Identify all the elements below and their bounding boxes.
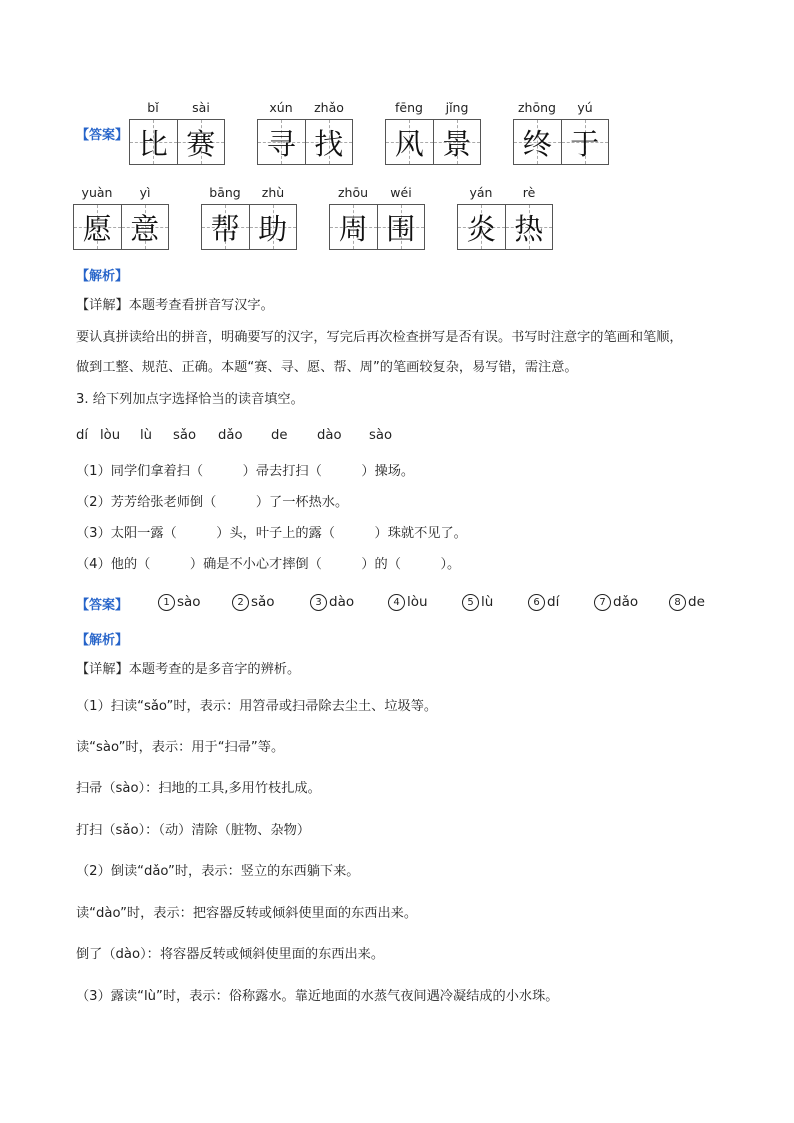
answer-label: 【答案】 xyxy=(76,128,129,143)
paragraph: 做到工整、规范、正确。本题“赛、寻、愿、帮、周”的笔画较复杂，易写错，需注意。 xyxy=(76,360,578,375)
char-1: 寻 xyxy=(266,126,296,161)
explanation-line: 读“sào”时，表示：用于“扫帚”等。 xyxy=(76,740,285,755)
char-2: 于 xyxy=(570,126,600,161)
detail-heading: 【详解】本题考查的是多音字的辨析。 xyxy=(76,662,301,677)
char-1: 周 xyxy=(338,211,368,246)
answer-value: dí xyxy=(547,594,560,610)
pinyin-option: dǎo xyxy=(218,428,243,443)
answer-value: dào xyxy=(329,594,355,610)
circle-number: 3 xyxy=(310,594,327,611)
pinyin-1: bāng xyxy=(209,185,241,200)
answer-item xyxy=(388,594,428,611)
circle-number: 2 xyxy=(232,594,249,611)
pinyin-option: lù xyxy=(140,428,153,443)
char-2: 赛 xyxy=(186,126,216,161)
fill-item: （4）他的（ ）确是不小心才摔倒（ ）的（ ）。 xyxy=(76,557,461,572)
pinyin-2: yú xyxy=(577,100,593,115)
tianzi-box xyxy=(329,204,425,250)
tianzi-box xyxy=(257,119,353,165)
pinyin-2: sài xyxy=(192,100,210,115)
explanation-line: 读“dào”时，表示：把容器反转或倾斜使里面的东西出来。 xyxy=(76,906,418,921)
char-1: 帮 xyxy=(210,211,240,246)
pinyin-2: wéi xyxy=(390,185,412,200)
tianzi-box xyxy=(385,119,481,165)
pinyin-option: de xyxy=(271,428,288,443)
tianzi-box xyxy=(73,204,169,250)
analysis-label: 【解析】 xyxy=(76,633,129,648)
answer-item xyxy=(232,594,275,611)
analysis-label: 【解析】 xyxy=(76,269,129,284)
char-1: 愿 xyxy=(82,211,112,246)
pinyin-option: sǎo xyxy=(173,428,197,443)
explanation-line: （3）露读“lù”时，表示：俗称露水。靠近地面的水蒸气夜间遇冷凝结成的小水珠。 xyxy=(76,989,559,1004)
circle-number: 7 xyxy=(594,594,611,611)
char-1: 风 xyxy=(394,126,424,161)
answer-item xyxy=(310,594,354,611)
tianzi-box xyxy=(513,119,609,165)
pinyin-option: dí xyxy=(76,428,89,443)
answer-value: de xyxy=(688,594,705,610)
char-2: 意 xyxy=(130,211,160,246)
answer-item xyxy=(594,594,638,611)
fill-item: （1）同学们拿着扫（ ）帚去打扫（ ）操场。 xyxy=(76,464,415,479)
char-2: 找 xyxy=(314,126,344,161)
tianzi-box xyxy=(129,119,225,165)
circle-number: 6 xyxy=(528,594,545,611)
pinyin-1: yuàn xyxy=(81,185,113,200)
pinyin-2: jǐng xyxy=(445,100,469,115)
char-2: 围 xyxy=(386,211,416,246)
pinyin-option: dào xyxy=(317,428,342,443)
char-2: 景 xyxy=(442,126,472,161)
paragraph: 要认真拼读给出的拼音，明确要写的汉字，写完后再次检查拼写是否有误。书写时注意字的笔画和笔顺， xyxy=(76,330,683,345)
pinyin-2: zhù xyxy=(261,185,285,200)
answer-item xyxy=(158,594,201,611)
pinyin-1: xún xyxy=(269,100,293,115)
answer-value: sào xyxy=(177,594,201,610)
answer-item xyxy=(669,594,705,611)
fill-item: （3）太阳一露（ ）头，叶子上的露（ ）珠就不见了。 xyxy=(76,526,467,541)
answer-value: lòu xyxy=(407,594,428,610)
pinyin-1: zhōu xyxy=(337,185,369,200)
pinyin-2: yì xyxy=(139,185,151,200)
pinyin-option: sào xyxy=(369,428,393,443)
explanation-line: （2）倒读“dǎo”时，表示：竖立的东西躺下来。 xyxy=(76,864,360,879)
circle-number: 8 xyxy=(669,594,686,611)
detail-heading: 【详解】本题考查看拼音写汉字。 xyxy=(76,298,274,313)
answer-value: dǎo xyxy=(613,594,639,610)
circle-number: 4 xyxy=(388,594,405,611)
tianzi-box xyxy=(457,204,553,250)
tianzi-box xyxy=(201,204,297,250)
char-2: 热 xyxy=(514,211,544,246)
question-title: 3. 给下列加点字选择恰当的读音填空。 xyxy=(76,392,304,407)
pinyin-1: bǐ xyxy=(147,100,159,115)
fill-item: （2）芳芳给张老师倒（ ）了一杯热水。 xyxy=(76,495,349,510)
pinyin-option: lòu xyxy=(100,428,121,443)
char-2: 助 xyxy=(258,211,288,246)
explanation-line: 扫帚（sào）：扫地的工具,多用竹枝扎成。 xyxy=(76,781,321,796)
answer-value: lù xyxy=(481,594,494,610)
explanation-line: （1）扫读“sǎo”时，表示：用笤帚或扫帚除去尘土、垃圾等。 xyxy=(76,699,438,714)
circle-number: 1 xyxy=(158,594,175,611)
pinyin-2: rè xyxy=(522,185,536,200)
explanation-line: 打扫（sǎo）：（动）清除（脏物、杂物） xyxy=(76,823,311,838)
pinyin-1: zhōng xyxy=(518,100,556,115)
circle-number: 5 xyxy=(462,594,479,611)
char-1: 比 xyxy=(138,126,168,161)
char-1: 炎 xyxy=(466,211,496,246)
answer-item xyxy=(462,594,493,611)
answer-value: sǎo xyxy=(251,594,275,610)
explanation-line: 倒了（dào）：将容器反转或倾斜使里面的东西出来。 xyxy=(76,947,385,962)
answer-item xyxy=(528,594,559,611)
pinyin-2: zhǎo xyxy=(314,100,344,115)
char-1: 终 xyxy=(522,126,552,161)
pinyin-1: fēng xyxy=(395,100,423,115)
answer-label: 【答案】 xyxy=(76,598,129,613)
pinyin-1: yán xyxy=(469,185,493,200)
